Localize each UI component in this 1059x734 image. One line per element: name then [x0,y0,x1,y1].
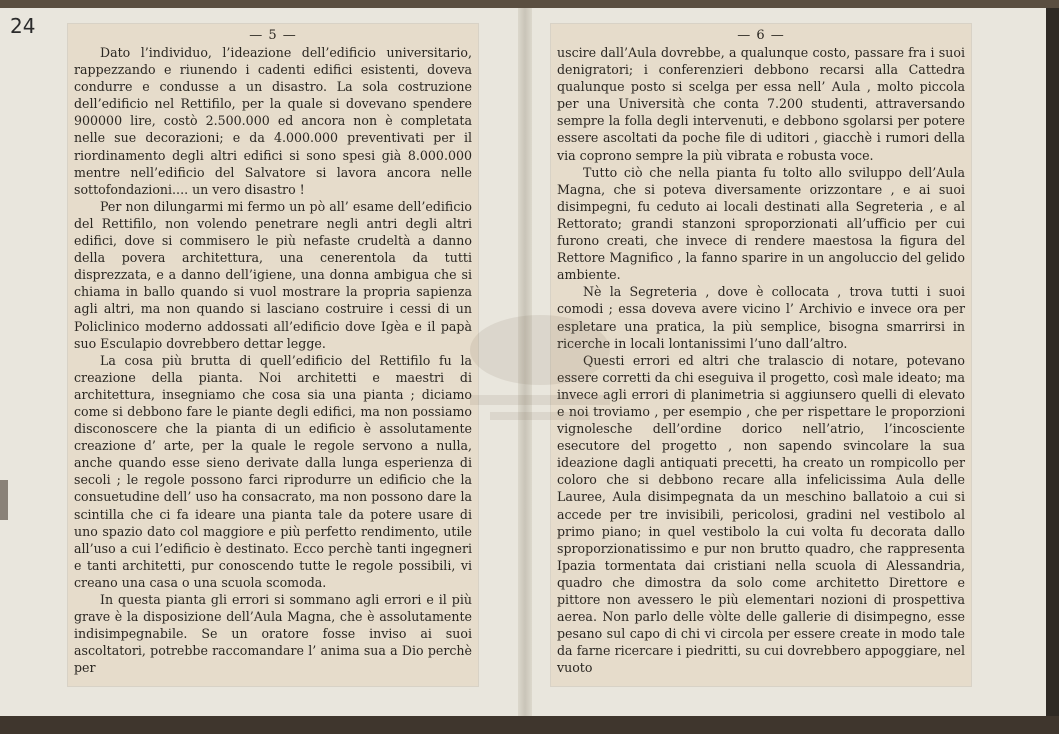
paragraph: Questi errori ed altri che tralascio di notare, potevano essere corretti da chi eseguiva il progetto, così male ideato; ma invece agli errori di planimetria si aggiunsero quelli di elevato e noi troviamo , per esempio , che per rispettare le proporzioni vignolesche dell’ordine dorico nell’atrio, l’incosciente esecutore del progetto , non sapendo svincolare la sua ideazione dagli antiquati precetti, ha creato un rompicollo per coloro che si debbono recare alla infelicissima Aula delle Lauree, Aula disimpegnata da un meschino ballatoio a cui si accede per tre invisibili, pericolosi, gradini nel vestibolo al primo piano; in quel vestibolo la cui volta fu decorata dallo sproporzionatissimo e pur non brutto quadro, che rappresenta Ipazia tormentata dai cristiani nella scuola di Alessandria, quadro che dimostra da solo come architetto Direttore e pittore non avessero le più elementari nozioni di prospettiva aerea. Non parlo delle vòlte delle gallerie di disimpegno, esse pesano sul capo di chi vi circola per essere create in modo tale da farne ricercare i piedritti, su cui dovrebbero appoggiare, nel vuoto [557,352,965,676]
paragraph: La cosa più brutta di quell’edificio del Rettifilo fu la creazione della pianta. Noi architetti e maestri di architettura, insegniamo che cosa sia una pianta ; diciamo come si debbono fare le piante degli edifici, ma non possiamo disconoscere che la pianta di un edificio è assolutamente creazione d’ arte, per la quale le regole servono a nulla, anche quando esse sieno derivate dalla lunga esperienza di secoli ; le regole possono farci riprodurre un edificio che la consuetudine dell’ uso ha consacrato, ma non possono dare la scintilla che ci fa ideare una pianta tale da potere usare di uno spazio dato col maggiore e più perfetto rendimento, utile all’uso a cui l’edificio è destinato. Ecco perchè tanti ingegneri e tanti architetti, pur conoscendo tutte le regole possibili, vi creano una casa o una scuola scomoda. [74,352,472,590]
paragraph: In questa pianta gli errori si sommano agli errori e il più grave è la disposizione dell’Aula Magna, che è assolutamente indisimpegnabile. Se un oratore fosse inviso ai suoi ascoltatori, potrebbe raccomandare l’ anima sua a Dio perchè per [74,592,472,676]
paragraph: uscire dall’Aula dovrebbe, a qualunque costo, passare fra i suoi denigratori; i conferenzieri debbono recarsi alla Cattedra qualunque posto si scelga per essa nell’ Aula , molto piccola per una Università che conta 7.200 studenti, attraversando sempre la folla degli intervenuti, e debbono sgolarsi per potere essere ascoltati da poche file di uditori , giacchè i rumori della via coprono sempre la più vibrata e robusta voce. [557,45,965,163]
library-watermark-icon [440,290,640,440]
album-top-edge [0,0,1059,8]
paragraph: Dato l’individuo, l’ideazione dell’edificio universitario, rappezzando e riunendo i cadenti edifici esistenti, doveva condurre e condusse a un disastro. La sola costruzione dell’edificio nel Rettifilo, per la quale si dovevano spendere 900000 lire, costò 2.500.000 ed ancora non è completata nelle sue decorazioni; e da 4.000.000 preventivati per il riordinamento degli altri edifici si sono spesi già 8.000.000 mentre nell’edificio del Salvatore si lavora ancora nelle sottofondazioni.... un vero disastro ! [74,45,472,197]
paragraph: Nè la Segreteria , dove è collocata , trova tutti i suoi comodi ; essa doveva avere vicino l’ Archivio e invece ora per espletare una pratica, la più semplice, bisogna smarrirsi in ricerche in locali lontanissimi l’uno dall’altro. [557,284,965,351]
left-page-number: — 5 — [249,28,297,43]
album-right-edge [1046,8,1059,716]
paragraph: Per non dilungarmi mi fermo un pò all’ esame dell’edificio del Rettifilo, non volendo penetrare negli antri degli altri edifici, dove si commisero le più nefaste crudeltà a danno della povera architettura, una cenerentola da tutti disprezzata, e a danno dell’igiene, una donna ambigua che si chiama in ballo quando si vuol mostrare la propria sapienza agli altri, ma non quando si lasciano costruire i cessi di un Policlinico moderno addossati all’edificio dove Igèa e il papà suo Esculapio dovrebbero dettar legge. [74,198,472,351]
left-page-text [68,44,478,676]
binding-strip [0,480,8,520]
album-bottom-edge [0,716,1059,734]
left-page [68,24,478,686]
folio-number: 24 [10,14,36,38]
paragraph: Tutto ciò che nella pianta fu tolto allo sviluppo dell’Aula Magna, che si poteva diversamente orizzontare , e ai suoi disimpegni, fu ceduto ai locali destinati alla Segreteria , e al Rettorato; grandi stanzoni sproporzionati all’ufficio per cui furono creati, che invece di rendere maestosa la figura del Rettore Magnifico , la fanno sparire in un angoluccio del gelido ambiente. [557,164,965,283]
right-page-number: — 6 — [737,28,785,43]
